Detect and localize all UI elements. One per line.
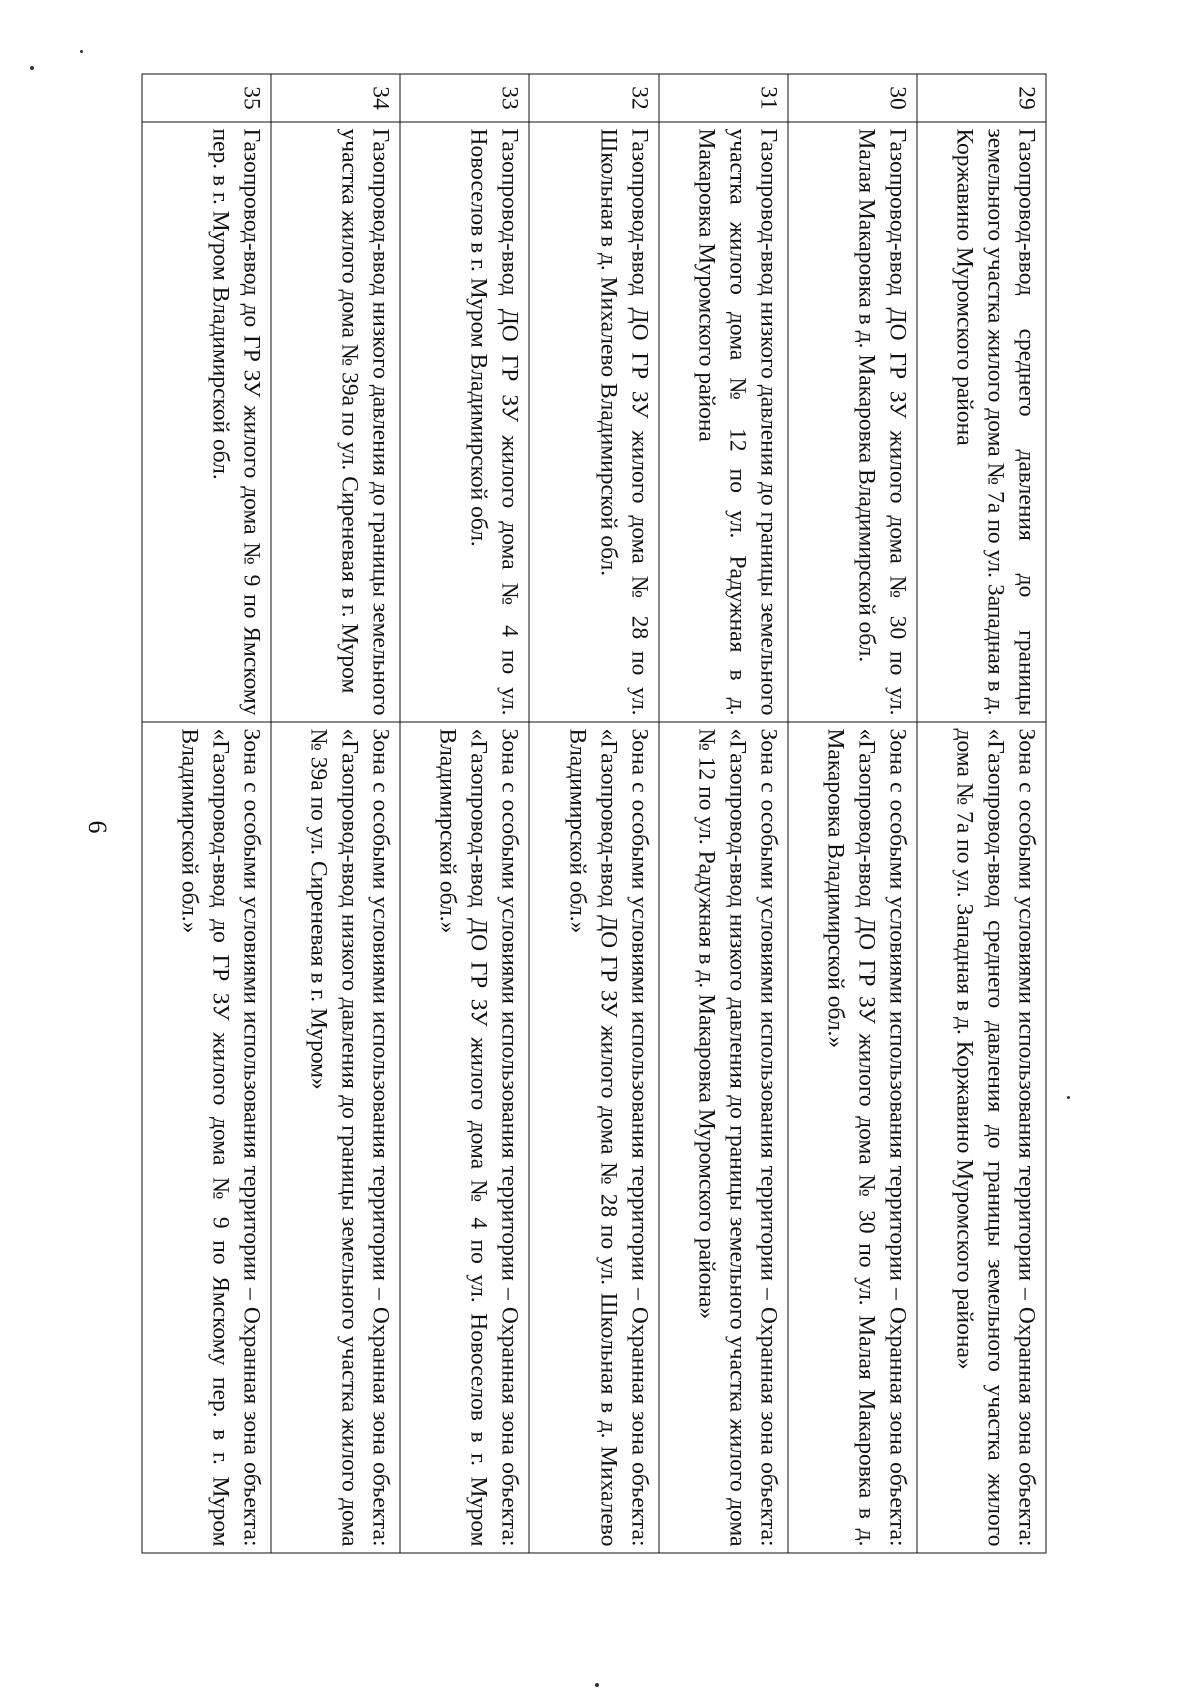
row-number-cell: 29 xyxy=(917,74,1046,122)
object-name-cell: Газопровод-ввод среднего давления до границы земельного участка жилого дома № 7а по ул. Западная в д. Коржавино Муромского района xyxy=(917,122,1046,722)
table-row xyxy=(400,74,529,1553)
row-number-cell: 34 xyxy=(271,74,400,122)
table-row xyxy=(142,74,271,1553)
protected-zone-cell: Зона с особыми условиями использования территории – Охранная зона объекта: «Газопровод-ввод ДО ГР ЗУ жилого дома № 4 по ул. Новоселов в г. Муром Владимирской обл.» xyxy=(400,722,529,1553)
table-row xyxy=(271,74,400,1553)
table-row xyxy=(659,74,788,1553)
scan-speck xyxy=(30,66,34,70)
scan-speck xyxy=(1067,1096,1070,1099)
page-number: 6 xyxy=(83,820,112,834)
row-number-cell: 33 xyxy=(400,74,529,122)
object-name-cell: Газопровод-ввод ДО ГР ЗУ жилого дома № 4 по ул. Новоселов в г. Муром Владимирской обл. xyxy=(400,122,529,722)
protected-zone-cell: Зона с особыми условиями использования территории – Охранная зона объекта: «Газопровод-ввод низкого давления до границы земельного участка жилого дома № 12 по ул. Радужная в д. Макаровка Муромского района» xyxy=(659,722,788,1553)
protected-zone-cell: Зона с особыми условиями использования территории – Охранная зона объекта: «Газопровод-ввод до ГР ЗУ жилого дома № 9 по Ямскому пер. в г. Муром Владимирской обл.» xyxy=(142,722,271,1553)
table-row xyxy=(788,74,917,1553)
row-number-cell: 30 xyxy=(788,74,917,122)
row-number-cell: 32 xyxy=(529,74,658,122)
protected-zone-cell: Зона с особыми условиями использования территории – Охранная зона объекта: «Газопровод-ввод ДО ГР ЗУ жилого дома № 28 по ул. Школьная в д. Михалево Владимирской обл.» xyxy=(529,722,658,1553)
gas-pipeline-zones-table xyxy=(142,74,1047,1554)
protected-zone-cell: Зона с особыми условиями использования территории – Охранная зона объекта: «Газопровод-ввод низкого давления до границы земельного участка жилого дома № 39а по ул. Сиреневая в г. Муром» xyxy=(271,722,400,1553)
object-name-cell: Газопровод-ввод ДО ГР ЗУ жилого дома № 28 по ул. Школьная в д. Михалево Владимирской обл. xyxy=(529,122,658,722)
row-number-cell: 35 xyxy=(142,74,271,122)
scan-speck xyxy=(80,50,83,53)
scan-speck xyxy=(595,1683,599,1687)
table-row xyxy=(917,74,1046,1553)
object-name-cell: Газопровод-ввод низкого давления до границы земельного участка жилого дома № 12 по ул. Радужная в д. Макаровка Муромского района xyxy=(659,122,788,722)
row-number-cell: 31 xyxy=(659,74,788,122)
rotated-table-container xyxy=(142,74,1047,1554)
object-name-cell: Газопровод-ввод ДО ГР ЗУ жилого дома № 30 по ул. Малая Макаровка в д. Макаровка Владимирской обл. xyxy=(788,122,917,722)
table-row xyxy=(529,74,658,1553)
protected-zone-cell: Зона с особыми условиями использования территории – Охранная зона объекта: «Газопровод-ввод среднего давления до границы земельного участка жилого дома № 7а по ул. Западная в д. Коржавино Муромского района» xyxy=(917,722,1046,1553)
protected-zone-cell: Зона с особыми условиями использования территории – Охранная зона объекта: «Газопровод-ввод ДО ГР ЗУ жилого дома № 30 по ул. Малая Макаровка в д. Макаровка Владимирской обл.» xyxy=(788,722,917,1553)
object-name-cell: Газопровод-ввод низкого давления до границы земельного участка жилого дома № 39а по ул. Сиреневая в г. Муром xyxy=(271,122,400,722)
object-name-cell: Газопровод-ввод до ГР ЗУ жилого дома № 9 по Ямскому пер. в г. Муром Владимирской обл. xyxy=(142,122,271,722)
